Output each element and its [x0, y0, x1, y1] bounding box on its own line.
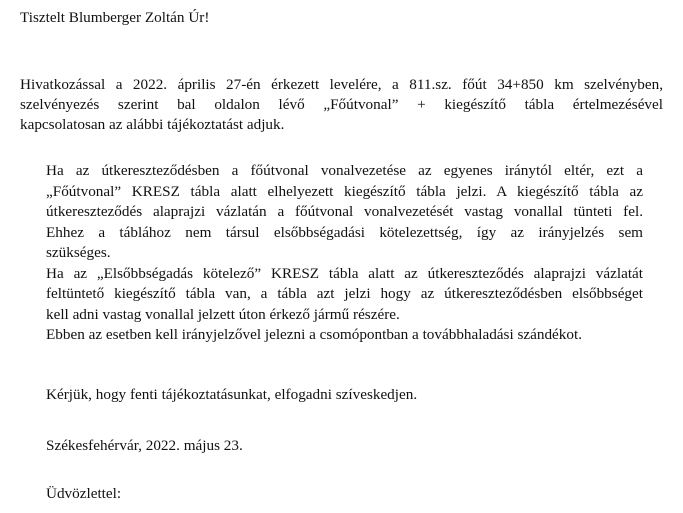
explanation-paragraph [46, 161, 643, 346]
body-line: kell adni vastag vonallal jelzett úton érkező jármű részére. [46, 305, 400, 323]
body-line: Ehhez a táblához nem társul elsőbbségadási kötelezettség, így az irányjelzés sem [46, 223, 643, 241]
body-line: feltüntető kiegészítő tábla van, a tábla azt jelzi hogy az útkereszteződésben elsőbbséget [46, 285, 643, 302]
body-line: „Főútvonal” KRESZ tábla alatt elhelyezett kiegészítő tábla jelzi. A kiegészítő tábla az [46, 182, 643, 200]
body-line: szükséges. [46, 244, 111, 261]
intro-line: kapcsolatosan az alábbi tájékoztatást adjuk. [20, 116, 285, 133]
body-line: útkereszteződés alaprajzi vázlatán a főútvonal vonalvezetését vastag vonallal tünteti fel. [46, 203, 643, 220]
body-line: Ha az „Elsőbbségadás kötelező” KRESZ tábla alatt az útkereszteződés alaprajzi vázlatát [46, 264, 643, 282]
body-line: Ebben az esetben kell irányjelzővel jelezni a csomópontban a továbbhaladási szándékot. [46, 326, 582, 343]
intro-paragraph [20, 75, 663, 135]
body-line: Ha az útkereszteződésben a főútvonal vonalvezetése az egyenes iránytól eltér, ezt a [46, 162, 643, 179]
request-sentence: Kérjük, hogy fenti tájékoztatásunkat, elfogadni szíveskedjen. [46, 386, 418, 403]
salutation: Tisztelt Blumberger Zoltán Úr! [20, 9, 210, 26]
intro-line: Hivatkozással a 2022. április 27-én érkezett levelére, a 811.sz. főút 34+850 km szelvényben, [20, 76, 663, 93]
intro-line: szelvényezés szerint bal oldalon lévő „Főútvonal” + kiegészítő tábla értelmezésével [20, 96, 663, 113]
closing-greeting: Üdvözlettel: [46, 485, 122, 502]
place-and-date: Székesfehérvár, 2022. május 23. [46, 437, 243, 454]
